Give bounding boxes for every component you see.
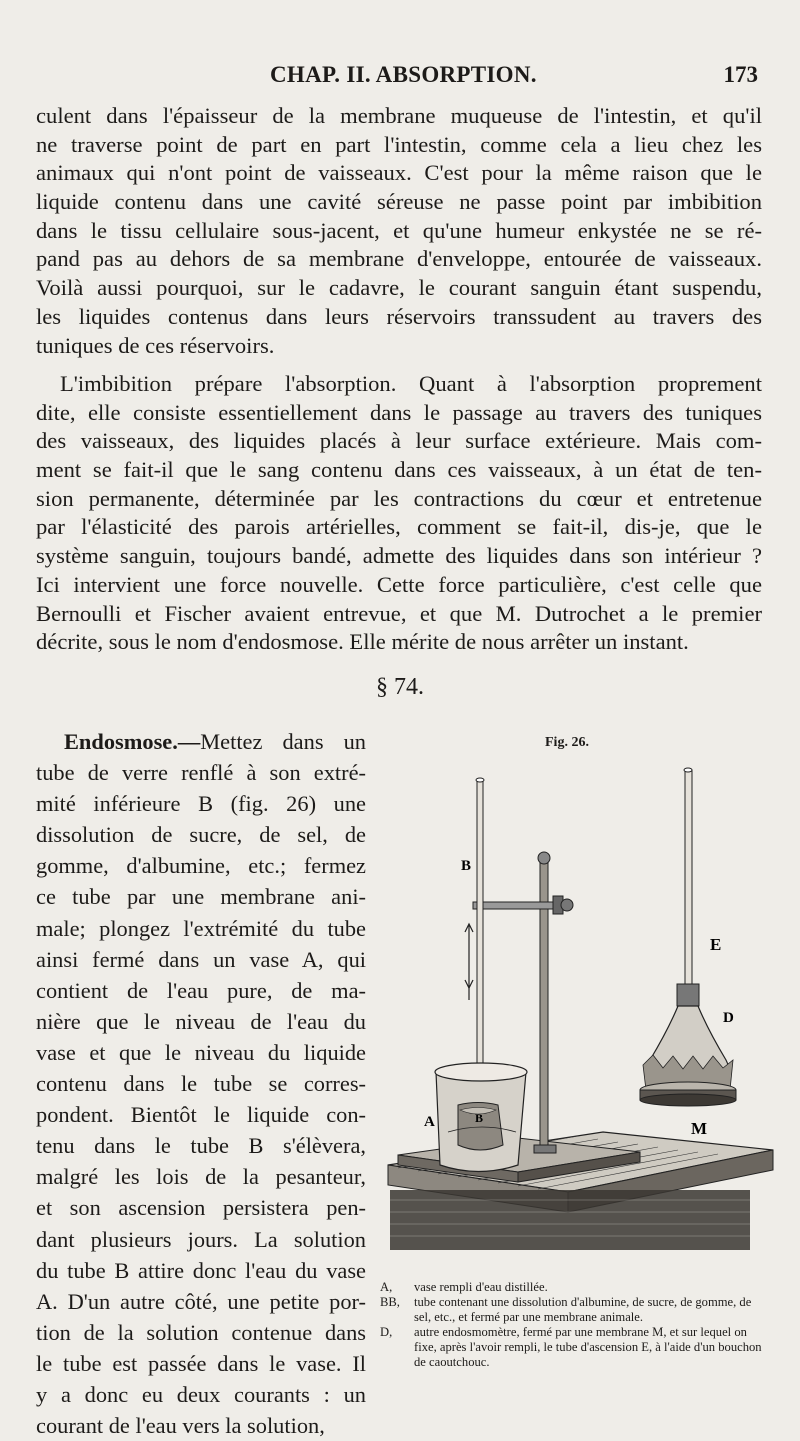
text-line: des vaisseaux, des liquides placés à leur surface extérieure. Mais com- — [36, 428, 762, 454]
text-line: sion permanente, déterminée par les contractions du cœur et entretenue — [36, 485, 762, 511]
text-line: ce tube par une membrane ani- — [36, 884, 366, 910]
text-line: décrite, sous le nom d'endosmose. Elle mérite de nous arrêter un instant. — [36, 629, 689, 655]
text-line: y a donc eu deux courants : un — [36, 1381, 366, 1407]
letter-d: D — [723, 1010, 734, 1026]
text-line: ainsi fermé dans un vase A, qui — [36, 946, 366, 972]
endosmometer-d — [640, 768, 736, 1106]
text-line: culent dans l'épaisseur de la membrane muqueuse de l'intestin, et qu'il — [36, 103, 762, 128]
caption-row — [380, 1295, 770, 1325]
running-header — [60, 62, 760, 98]
text-line: pand pas au dehors de sa membrane d'enveloppe, entourée de vaisseaux. — [36, 246, 762, 272]
endosmose-first-line: Mettez dans un — [200, 729, 366, 754]
text-line: dant plusieurs jours. La solution — [36, 1226, 366, 1252]
text-line: le tube est passée dans le vase. Il — [36, 1350, 366, 1376]
text-line: Voilà aussi pourquoi, sur le cadavre, le courant sanguin étant suspendu, — [36, 275, 762, 301]
caption-key: BB, — [380, 1295, 400, 1309]
text-line: du tube B attire donc l'eau du vase — [36, 1257, 366, 1283]
text-line: mité inférieure B (fig. 26) une — [36, 791, 366, 817]
text-line: contenu dans le tube se corres- — [36, 1071, 366, 1097]
page-number: 173 — [723, 62, 758, 87]
text-line — [36, 726, 366, 757]
endosmose-heading: Endosmose. — [64, 729, 178, 754]
caption-row — [380, 1325, 770, 1370]
text-line: tion de la solution contenue dans — [36, 1319, 366, 1345]
text-line: ment se fait-il que le sang contenu dans ces vaisseaux, à un état de ten- — [36, 457, 762, 483]
text-line: les liquides contenus dans leurs réservoirs transsudent au travers des — [36, 303, 762, 329]
text-line: contient de l'eau pure, de ma- — [36, 977, 366, 1003]
text-line: dite, elle consiste essentiellement dans le passage au travers des tuniques — [36, 399, 762, 425]
caption-key: A, — [380, 1280, 393, 1294]
text-line: dans le tissu cellulaire sous-jacent, et qu'une humeur enkystée ne se ré- — [36, 217, 762, 243]
em-dash: — — [177, 729, 201, 754]
text-line: nière que le niveau de l'eau du — [36, 1008, 366, 1034]
endosmometer-figure — [378, 760, 778, 1275]
text-line: gomme, d'albumine, etc.; fermez — [36, 853, 366, 879]
caption-text: tube contenant une dissolution d'albumine, de sucre, de gomme, de sel, etc., et fermé par une membrane animale. — [414, 1295, 752, 1324]
letter-b-top: B — [461, 858, 472, 874]
paragraph-1 — [36, 102, 762, 360]
text-line: tenu dans le tube B s'élèvera, — [36, 1133, 366, 1159]
text-line: tuniques de ces réservoirs. — [36, 332, 275, 358]
caption-row — [380, 1280, 770, 1295]
text-line: pondent. Bientôt le liquide con- — [36, 1102, 366, 1128]
caption-text: vase rempli d'eau distillée. — [414, 1280, 548, 1294]
text-line: male; plongez l'extrémité du tube — [36, 915, 366, 941]
running-title: CHAP. II. ABSORPTION. — [270, 62, 537, 87]
text-line: courant de l'eau vers la solution, — [36, 1413, 325, 1439]
figure-label: Fig. 26. — [545, 735, 589, 750]
caption-key: D, — [380, 1325, 393, 1339]
letter-a: A — [424, 1114, 435, 1130]
text-line: Bernoulli et Fischer avaient entrevue, et que M. Dutrochet a le premier — [36, 600, 762, 626]
letter-b-bottom: B — [475, 1111, 484, 1125]
paragraph-2 — [36, 370, 762, 657]
caption-text: autre endosmomètre, fermé par une membrane M, et sur lequel on fixe, après l'avoir rempli, le tube d'ascension E, à l'aide d'un bouchon de caoutchouc. — [414, 1325, 762, 1369]
text-line: système sanguin, toujours bandé, admette des liquides dans son intérieur ? — [36, 543, 762, 569]
letter-e: E — [710, 935, 722, 954]
section-heading: § 74. — [376, 674, 424, 700]
text-line: animaux qui n'ont point de vaisseaux. C'est pour la même raison que le — [36, 160, 762, 186]
text-line: Ici intervient une force nouvelle. Cette force particulière, c'est celle que — [36, 571, 762, 597]
text-line: L'imbibition prépare l'absorption. Quant à l'absorption proprement — [60, 371, 762, 396]
text-line: vase et que le niveau du liquide — [36, 1039, 366, 1065]
text-line: dissolution de sucre, de sel, de — [36, 822, 366, 848]
text-line: et son ascension persistera pen- — [36, 1195, 366, 1221]
text-line: par l'élasticité des parois artérielles, comment se fait-il, dis-je, que le — [36, 514, 762, 540]
letter-m: M — [691, 1119, 708, 1138]
text-line: liquide contenu dans une cavité séreuse ne passe point par imbibition — [36, 189, 762, 215]
figure-caption — [380, 1280, 770, 1370]
endosmose-column — [36, 726, 366, 1441]
text-line: tube de verre renflé à son extré- — [36, 760, 366, 786]
ascension-arrow — [465, 924, 473, 1000]
text-line: ne traverse point de part en part l'intestin, comme cela a lieu chez les — [36, 131, 762, 157]
text-line: A. D'un autre côté, une petite por- — [36, 1288, 366, 1314]
text-line: malgré les lois de la pesanteur, — [36, 1164, 366, 1190]
